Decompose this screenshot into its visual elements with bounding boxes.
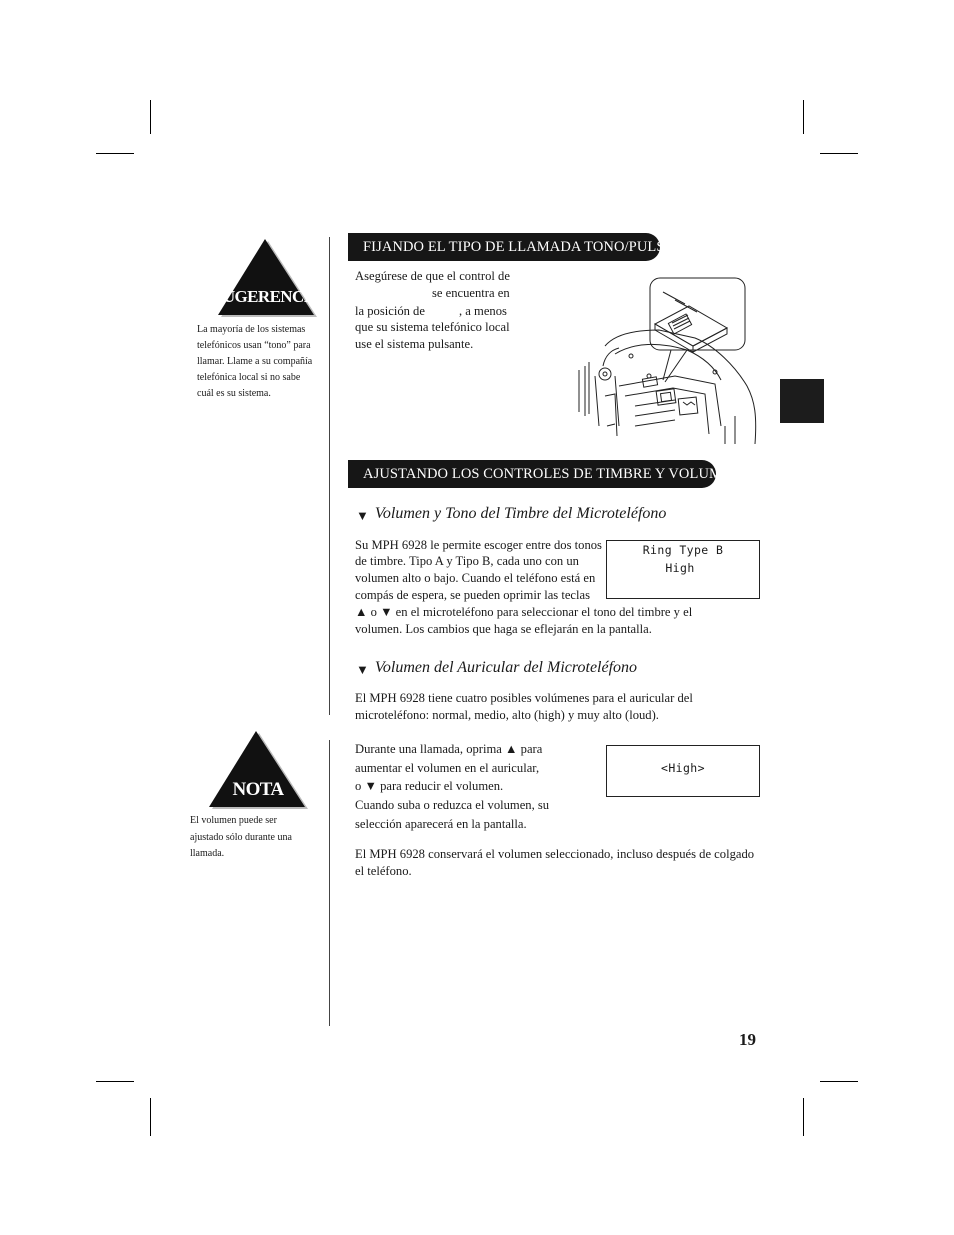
paragraph-line: el teléfono. <box>355 864 412 878</box>
crop-mark <box>96 1081 134 1082</box>
crop-mark <box>820 1081 858 1082</box>
note-line: llamada. <box>190 848 225 859</box>
text-fragment: Durante una llamada, oprima <box>355 742 506 756</box>
paragraph-line <box>355 778 503 795</box>
paragraph-line: , a menos <box>459 304 507 318</box>
paragraph-line: Su MPH 6928 le permite escoger entre dos tonos <box>355 538 602 552</box>
note-warning-icon <box>205 729 311 809</box>
ring-display-line: Ring Type B <box>642 543 724 557</box>
paragraph-line: El MPH 6928 tiene cuatro posibles volúmenes para el auricular del <box>355 691 693 705</box>
text-fragment: o <box>355 779 365 793</box>
crop-mark <box>803 100 804 134</box>
up-arrow-icon: ▲ <box>505 742 518 756</box>
ringer-subheading-text: Volumen y Tono del Timbre del Microteléfono <box>374 505 667 522</box>
bullet-triangle-icon: ▼ <box>356 508 369 523</box>
paragraph-line: que su sistema telefónico local <box>355 320 510 334</box>
page-number: 19 <box>739 1030 756 1049</box>
section-heading-tone-pulse: FIJANDO EL TIPO DE LLAMADA TONO/PULSO <box>348 233 660 261</box>
text-fragment: para <box>517 742 543 756</box>
paragraph-line: Asegúrese de que el control de <box>355 269 510 283</box>
volume-display-text: <High> <box>661 761 705 775</box>
chapter-tab <box>780 379 824 423</box>
bullet-triangle-icon: ▼ <box>356 662 369 677</box>
ringer-subheading <box>356 504 666 524</box>
paragraph-line <box>355 741 542 758</box>
phone-switch-illustration <box>575 276 760 444</box>
paragraph-line: microteléfono: normal, medio, alto (high) y muy alto (loud). <box>355 708 659 722</box>
down-arrow-icon: ▼ <box>380 605 393 619</box>
paragraph-line: la posición de <box>355 304 425 318</box>
paragraph-line <box>355 604 692 621</box>
text-fragment: o <box>367 605 381 619</box>
crop-mark <box>803 1098 804 1136</box>
paragraph-line: volumen. Los cambios que haga se eflejarán en la pantalla. <box>355 622 652 636</box>
tip-label: SUGERENCIA <box>214 287 322 306</box>
tip-line: La mayoría de los sistemas <box>197 324 306 335</box>
paragraph-line: selección aparecerá en la pantalla. <box>355 817 527 831</box>
tip-line: llamar. Llame a su compañía <box>197 356 313 367</box>
crop-mark <box>150 100 151 134</box>
crop-mark <box>96 153 134 154</box>
tip-line: cuál es su sistema. <box>197 388 271 399</box>
note-line: El volumen puede ser <box>190 815 277 826</box>
ring-display <box>606 540 760 599</box>
ring-display-line: High <box>665 561 695 575</box>
note-line: ajustado sólo durante una <box>190 832 292 843</box>
text-fragment: en el microteléfono para seleccionar el tono del timbre y el <box>392 605 693 619</box>
paragraph-line: use el sistema pulsante. <box>355 337 474 351</box>
paragraph-line: compás de espera, se pueden oprimir las teclas <box>355 588 590 602</box>
paragraph-line: aumentar el volumen en el auricular, <box>355 761 540 775</box>
paragraph-line: El MPH 6928 conservará el volumen seleccionado, incluso después de colgado <box>355 847 755 861</box>
down-arrow-icon: ▼ <box>364 779 377 793</box>
crop-mark <box>150 1098 151 1136</box>
tip-line: telefónicos usan “tono” para <box>197 340 311 351</box>
tip-warning-icon <box>214 237 320 317</box>
column-divider <box>329 740 330 1026</box>
up-arrow-icon: ▲ <box>355 605 368 619</box>
text-fragment: para reducir el volumen. <box>376 779 504 793</box>
earpiece-subheading-text: Volumen del Auricular del Microteléfono <box>374 659 638 676</box>
paragraph-line: se encuentra en <box>432 286 510 300</box>
earpiece-subheading <box>356 658 637 678</box>
section-heading-ring-volume: AJUSTANDO LOS CONTROLES DE TIMBRE Y VOLUMEN <box>348 460 716 488</box>
paragraph-line: volumen alto o bajo. Cuando el teléfono está en <box>355 571 596 585</box>
paragraph-line: de timbre. Tipo A y Tipo B, cada uno con un <box>355 554 579 568</box>
paragraph-line: Cuando suba o reduzca el volumen, su <box>355 798 550 812</box>
tip-line: telefónica local si no sabe <box>197 372 301 383</box>
note-label: NOTA <box>232 779 284 800</box>
crop-mark <box>820 153 858 154</box>
volume-display <box>606 745 760 797</box>
column-divider <box>329 237 330 715</box>
